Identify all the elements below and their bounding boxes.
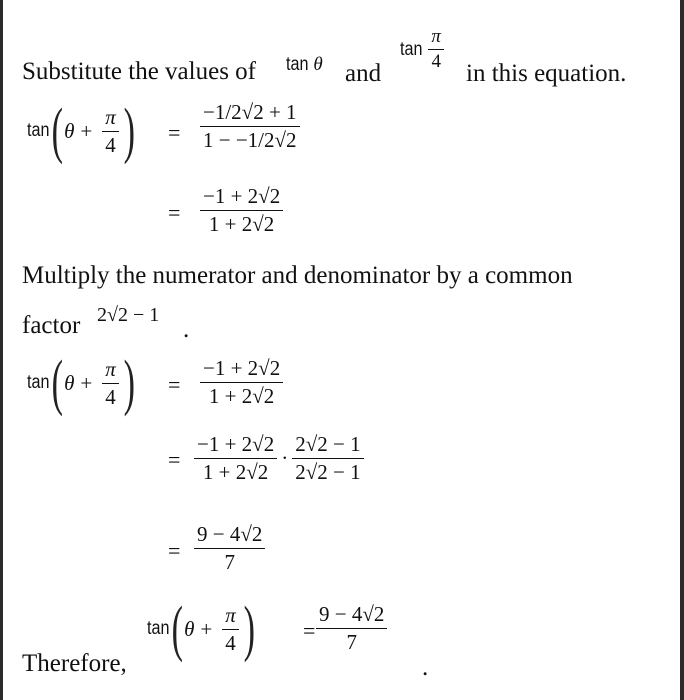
numerator: 9 − 4√2 [319, 602, 385, 626]
right-paren: ) [123, 349, 135, 417]
lhs-tan-expr [25, 97, 135, 165]
left-paren: ( [172, 595, 184, 663]
numerator: π [225, 602, 236, 627]
final-fraction [312, 602, 391, 655]
denominator: 1 − −1/2√2 [200, 126, 300, 153]
step2-fraction [196, 184, 287, 237]
denominator: 4 [428, 49, 444, 73]
right-paren: ) [243, 595, 255, 663]
lhs-tan-expr [145, 595, 255, 663]
denominator: 4 [102, 131, 119, 158]
denominator: 1 + 2√2 [194, 458, 277, 485]
equals-sign: = [303, 618, 316, 643]
denominator: 7 [316, 628, 387, 655]
right-paren: ) [123, 97, 135, 165]
numerator: π [105, 356, 116, 381]
lhs-tan-expr [25, 349, 135, 417]
multiply-text: Multiply the numerator and denominator by a common [22, 262, 573, 289]
tan-fn: tan [285, 54, 309, 75]
step3-fraction [196, 356, 287, 409]
step4-product [190, 432, 368, 485]
period: . [183, 316, 190, 343]
equals-sign: = [168, 200, 181, 225]
tan-fn: tan [26, 120, 50, 141]
and-text: and [345, 60, 382, 87]
plus-sign: + [80, 370, 93, 395]
equals-sign: = [168, 538, 181, 563]
numerator: −1 + 2√2 [203, 356, 281, 380]
tan-theta-expr [284, 54, 323, 76]
equals-sign: = [168, 372, 181, 397]
left-border [0, 0, 3, 700]
denominator: 2√2 − 1 [292, 458, 363, 485]
theta-var: θ [64, 118, 75, 143]
equals-sign: = [168, 120, 181, 145]
factor-label: factor [22, 312, 81, 339]
tan-fn: tan [146, 618, 170, 639]
intro-text: Substitute the values of [22, 58, 256, 85]
numerator: 2√2 − 1 [295, 432, 361, 456]
factor-expr: 2√2 − 1 [97, 304, 160, 326]
plus-sign: + [200, 616, 213, 641]
theta-var: θ [64, 370, 75, 395]
intro-tail: in this equation. [466, 60, 627, 87]
numerator: 9 − 4√2 [197, 522, 263, 546]
plus-sign: + [80, 118, 93, 143]
tan-fn: tan [399, 38, 423, 60]
equals-sign: = [168, 447, 181, 472]
multiply-dot: · [281, 446, 289, 470]
left-paren: ( [52, 349, 64, 417]
tan-fn: tan [26, 372, 50, 393]
theta-var: θ [313, 54, 323, 75]
right-border [680, 0, 684, 700]
denominator: 1 + 2√2 [200, 382, 283, 409]
numerator: −1 + 2√2 [203, 184, 281, 208]
step5-fraction [190, 522, 269, 575]
left-paren: ( [52, 97, 64, 165]
tan-pi-over-4-expr [398, 26, 448, 73]
therefore-text: Therefore, [22, 650, 127, 677]
numerator: −1/2√2 + 1 [203, 100, 297, 124]
denominator: 7 [194, 548, 265, 575]
numerator: π [105, 104, 116, 129]
theta-var: θ [184, 616, 195, 641]
fraction [428, 26, 444, 73]
numerator: −1 + 2√2 [197, 432, 275, 456]
step1-fraction [196, 100, 304, 153]
denominator: 1 + 2√2 [200, 210, 283, 237]
denominator: 4 [222, 629, 239, 656]
period: . [422, 654, 429, 681]
numerator: π [431, 26, 441, 47]
denominator: 4 [102, 383, 119, 410]
